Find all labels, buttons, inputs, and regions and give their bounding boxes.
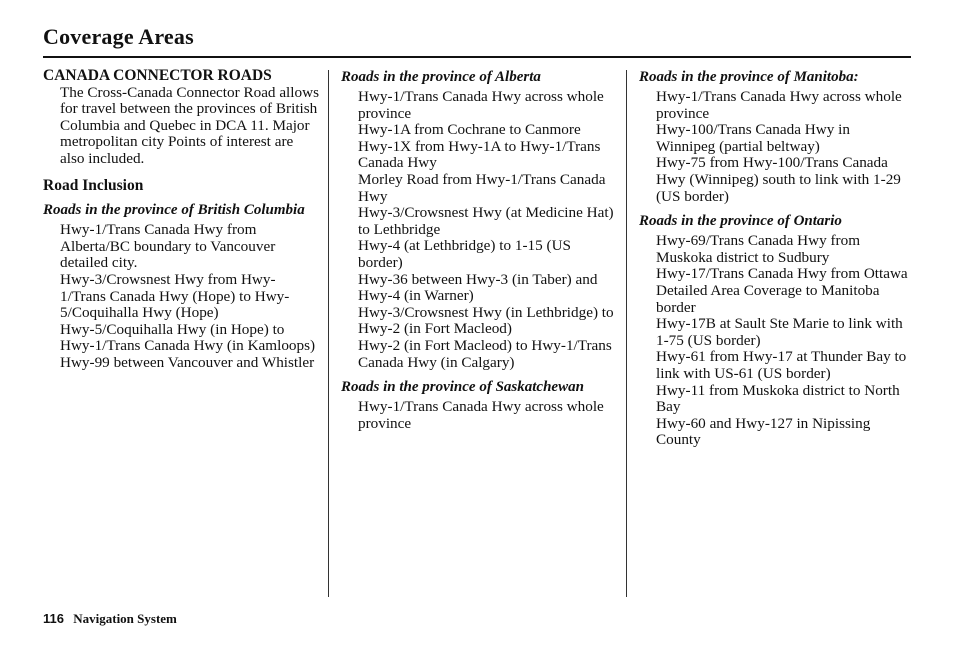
page-number: 116: [43, 611, 64, 626]
list-item: Hwy-1/Trans Canada Hwy across whole province: [358, 88, 604, 122]
list-item: Hwy-1/Trans Canada Hwy from Alberta/BC boundary to Vancouver detailed city.: [60, 221, 276, 272]
road-inclusion-heading: Road Inclusion: [43, 176, 144, 194]
list-item: Hwy-61 from Hwy-17 at Thunder Bay to link with US-61 (US border): [656, 348, 907, 382]
column-divider-left: [328, 70, 329, 597]
page-footer: [43, 611, 177, 627]
section-heading: CANADA CONNECTOR ROADS: [43, 67, 272, 84]
list-item: Hwy-3/Crowsnest Hwy (in Lethbridge) to Hwy-2 (in Fort Macleod): [358, 303, 614, 338]
list-item: Hwy-17/Trans Canada Hwy from Ottawa Detailed Area Coverage to Manitoba border: [656, 265, 908, 316]
manitoba-heading: Roads in the province of Manitoba:: [639, 69, 859, 85]
list-item: Hwy-5/Coquihalla Hwy (in Hope) to Hwy-1/Trans Canada Hwy (in Kamloops): [60, 320, 316, 355]
column-1: [43, 68, 321, 372]
list-item: Hwy-1/Trans Canada Hwy across whole province: [358, 398, 604, 432]
list-item: Hwy-17B at Sault Ste Marie to link with 1-75 (US border): [656, 315, 903, 349]
ontario-heading: Roads in the province of Ontario: [639, 213, 842, 230]
saskatchewan-list: [341, 399, 619, 432]
list-item: Hwy-69/Trans Canada Hwy from Muskoka district to Sudbury: [656, 232, 861, 266]
list-item: Hwy-11 from Muskoka district to North Bay: [656, 381, 900, 416]
list-item: Hwy-100/Trans Canada Hwy in Winnipeg (partial beltway): [656, 121, 850, 155]
list-item: Hwy-4 (at Lethbridge) to 1-15 (US border): [358, 237, 571, 271]
alberta-list: [341, 89, 619, 371]
list-item: Hwy-1A from Cochrane to Canmore: [358, 121, 581, 139]
title-rule: [43, 56, 911, 58]
column-divider-right: [626, 70, 627, 597]
intro-paragraph: The Cross-Canada Connector Road allows for travel between the provinces of British Columbia and Quebec in DCA 11. Major metropolitan city Points of interest are also included.: [60, 83, 319, 167]
page-title: Coverage Areas: [43, 24, 194, 49]
bc-list: [43, 222, 321, 371]
list-item: Morley Road from Hwy-1/Trans Canada Hwy: [358, 170, 606, 205]
list-item: Hwy-3/Crowsnest Hwy from Hwy-1/Trans Canada Hwy (Hope) to Hwy-5/Coquihalla Hwy (Hope): [60, 270, 290, 322]
bc-heading: Roads in the province of British Columbia: [43, 202, 305, 219]
list-item: Hwy-1X from Hwy-1A to Hwy-1/Trans Canada Hwy: [358, 137, 601, 172]
ontario-list: [639, 233, 909, 449]
alberta-heading: Roads in the province of Alberta: [341, 69, 541, 85]
saskatchewan-heading: Roads in the province of Saskatchewan: [341, 379, 584, 396]
list-item: Hwy-60 and Hwy-127 in Nipissing County: [656, 414, 871, 449]
manitoba-list: [639, 89, 909, 205]
footer-label: Navigation System: [73, 611, 177, 626]
list-item: Hwy-3/Crowsnest Hwy (at Medicine Hat) to Lethbridge: [358, 204, 614, 238]
list-item: Hwy-2 (in Fort Macleod) to Hwy-1/Trans Canada Hwy (in Calgary): [358, 336, 612, 371]
list-item: Hwy-75 from Hwy-100/Trans Canada Hwy (Winnipeg) south to link with 1-29 (US border): [656, 154, 901, 205]
list-item: Hwy-1/Trans Canada Hwy across whole province: [656, 88, 902, 122]
column-3: [639, 68, 909, 449]
list-item: Hwy-99 between Vancouver and Whistler: [60, 353, 315, 371]
column-2: [341, 68, 619, 432]
list-item: Hwy-36 between Hwy-3 (in Taber) and Hwy-4 (in Warner): [358, 270, 598, 305]
